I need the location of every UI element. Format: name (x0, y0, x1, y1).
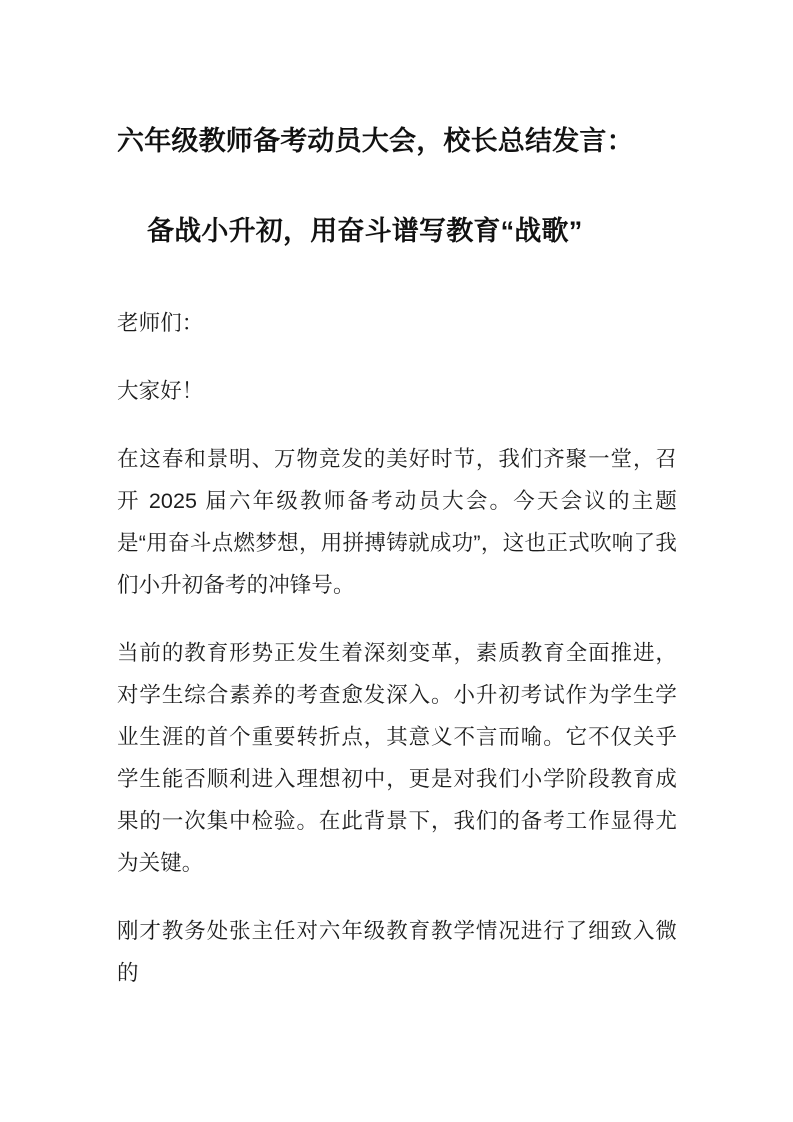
salutation-line: 老师们： (117, 311, 204, 335)
body-paragraph-2: 当前的教育形势正发生着深刻变革，素质教育全面推进，对学生综合素养的考查愈发深入。小升初考试作为学生学业生涯的首个重要转折点，其意义不言而喻。它不仅关乎学生能否顺利进入理想初中，更是对我们小学阶段教育成果的一次集中检验。在此背景下，我们的备考工作显得尤为关键。 (117, 641, 677, 875)
document-body (117, 302, 677, 994)
document-content (117, 0, 677, 994)
greeting-line: 大家好！ (117, 379, 204, 403)
document-title-line-1: 六年级教师备考动员大会，校长总结发言： (117, 126, 634, 156)
document-title-line-2: 备战小升初，用奋斗谱写教育“战歌” (147, 216, 583, 246)
body-paragraph-3: 刚才教务处张主任对六年级教育教学情况进行了细致入微的 (117, 919, 677, 985)
body-paragraph-1: 在这春和景明、万物竞发的美好时节，我们齐聚一堂，召开 2025 届六年级教师备考动员大会。今天会议的主题是“用奋斗点燃梦想，用拼搏铸就成功”，这也正式吹响了我们小升初备考的冲锋号。 (117, 447, 677, 597)
